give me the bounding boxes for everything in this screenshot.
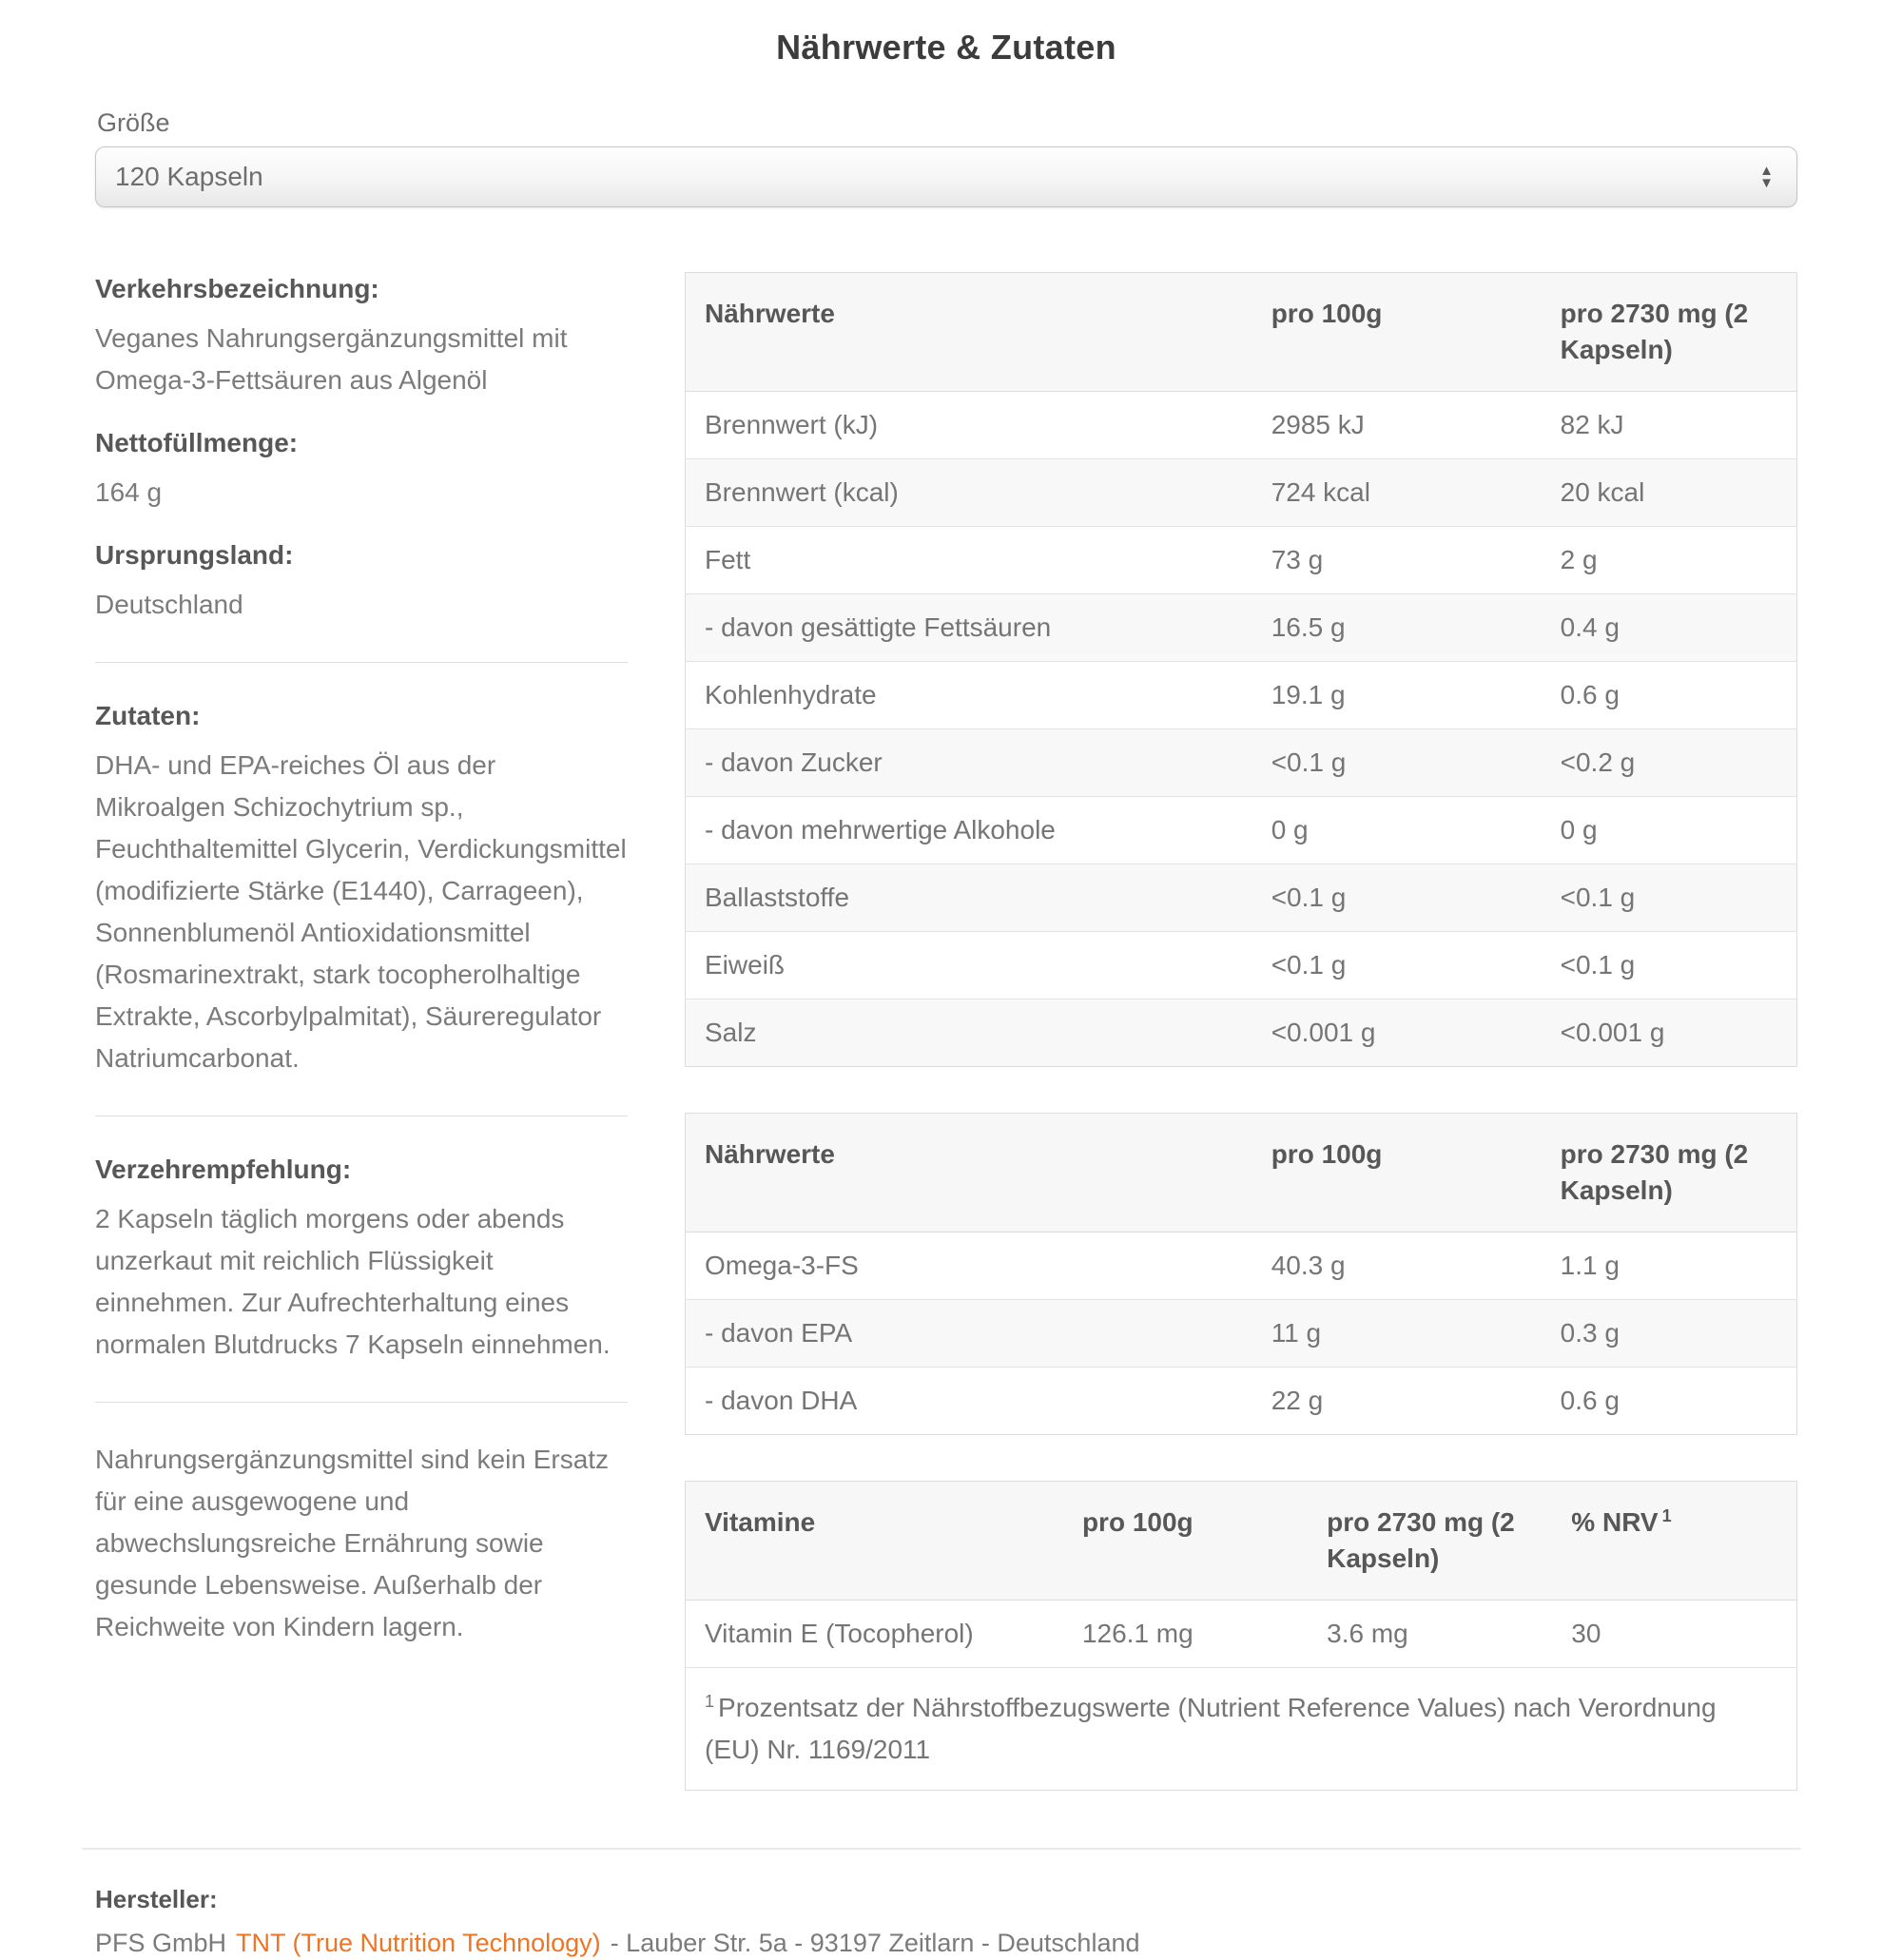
value-cell: 30 [1552,1601,1796,1668]
table-row [686,1601,1797,1668]
column-header: Nährwerte [686,273,1252,392]
row-label-cell: - davon mehrwertige Alkohole [686,797,1252,864]
section-text-nettofuellmenge: 164 g [95,477,163,507]
table-footnote-row [686,1668,1797,1791]
product-info-column [95,272,628,1673]
row-label-cell: Fett [686,527,1252,594]
table-header-row [686,1114,1797,1232]
section-text-verkehrsbezeichnung: Veganes Nahrungsergänzungsmittel mit Omega-3-Fettsäuren aus Algenöl [95,323,568,395]
value-cell: <0.1 g [1542,864,1797,932]
table-row [686,662,1797,729]
row-label-cell: Ballaststoffe [686,864,1252,932]
table-header-row [686,273,1797,392]
manufacturer-link[interactable]: TNT (True Nutrition Technology) [236,1929,601,1957]
row-label-cell: Omega-3-FS [686,1232,1252,1300]
table-row [686,932,1797,999]
value-cell: 0.6 g [1542,662,1797,729]
value-cell: <0.1 g [1252,729,1542,797]
value-cell: 126.1 mg [1063,1601,1308,1668]
section-text-verzehrempfehlung: 2 Kapseln täglich morgens oder abends unzerkaut mit reichlich Flüssigkeit einnehmen. Zur Aufrechterhaltung eines normalen Blutdrucks 7 Kapseln einnehmen. [95,1204,611,1359]
footnote-superscript: 1 [705,1691,715,1711]
value-cell: 11 g [1252,1300,1542,1368]
value-cell: 2985 kJ [1252,392,1542,459]
row-label-cell: Brennwert (kcal) [686,459,1252,527]
size-select-label: Größe [97,108,170,137]
manufacturer-line [95,1926,1797,1960]
table-footnote [686,1668,1797,1791]
section-heading-nettofuellmenge: Nettofüllmenge: [95,428,299,457]
value-cell: <0.001 g [1252,999,1542,1067]
value-cell: 73 g [1252,527,1542,594]
manufacturer-heading: Hersteller: [95,1885,218,1913]
column-header: pro 100g [1252,1114,1542,1232]
footnote-text: Prozentsatz der Nährstoffbezugswerte (Nutrient Reference Values) nach Verordnung (EU) Nr. 1169/2011 [705,1693,1717,1764]
row-label-cell: - davon EPA [686,1300,1252,1368]
divider [95,662,628,663]
value-cell: 3.6 mg [1308,1601,1552,1668]
manufacturer-name: PFS GmbH [95,1929,227,1957]
value-cell: 19.1 g [1252,662,1542,729]
row-label-cell: - davon DHA [686,1368,1252,1435]
column-header: pro 2730 mg (2 Kapseln) [1542,273,1797,392]
value-cell: <0.1 g [1252,864,1542,932]
footer-divider [82,1848,1801,1850]
table-row [686,797,1797,864]
value-cell: 20 kcal [1542,459,1797,527]
value-cell: <0.001 g [1542,999,1797,1067]
table-row [686,392,1797,459]
table-row [686,1232,1797,1300]
value-cell: 16.5 g [1252,594,1542,662]
value-cell: 724 kcal [1252,459,1542,527]
section-text-disclaimer: Nahrungsergänzungsmittel sind kein Ersatz für eine ausgewogene und abwechslungsreiche Ernährung sowie gesunde Lebensweise. Außerhalb der Reichweite von Kindern lagern. [95,1445,610,1641]
row-label-cell: - davon gesättigte Fettsäuren [686,594,1252,662]
table-row [686,729,1797,797]
nutrition-table-1 [685,272,1797,1067]
nutrition-table-2 [685,1113,1797,1435]
value-cell: 0.6 g [1542,1368,1797,1435]
section-heading-zutaten: Zutaten: [95,701,201,730]
value-cell: 82 kJ [1542,392,1797,459]
row-label-cell: - davon Zucker [686,729,1252,797]
table-row [686,999,1797,1067]
table-row [686,1368,1797,1435]
value-cell: 0.4 g [1542,594,1797,662]
page-title: Nährwerte & Zutaten [776,28,1116,67]
row-label-cell: Brennwert (kJ) [686,392,1252,459]
value-cell: 1.1 g [1542,1232,1797,1300]
table-header-row [686,1482,1797,1601]
value-cell: 2 g [1542,527,1797,594]
row-label-cell: Kohlenhydrate [686,662,1252,729]
section-heading-verkehrsbezeichnung: Verkehrsbezeichnung: [95,274,379,303]
size-select[interactable] [95,146,1797,207]
section-text-ursprungsland: Deutschland [95,590,243,619]
column-header: pro 100g [1252,273,1542,392]
column-header: pro 2730 mg (2 Kapseln) [1308,1482,1552,1601]
column-header: Vitamine [686,1482,1063,1601]
nutrition-tables-column [685,272,1797,1836]
value-cell: 22 g [1252,1368,1542,1435]
table-row [686,1300,1797,1368]
section-heading-verzehrempfehlung: Verzehrempfehlung: [95,1155,352,1184]
column-header: pro 100g [1063,1482,1308,1601]
value-cell: <0.1 g [1252,932,1542,999]
vitamins-table [685,1481,1797,1791]
table-row [686,459,1797,527]
table-row [686,594,1797,662]
column-header-nrv-text: % NRV [1571,1507,1659,1537]
row-label-cell: Vitamin E (Tocopherol) [686,1601,1063,1668]
row-label-cell: Eiweiß [686,932,1252,999]
manufacturer-address: - Lauber Str. 5a - 93197 Zeitlarn - Deutschland [610,1929,1140,1957]
column-header: pro 2730 mg (2 Kapseln) [1542,1114,1797,1232]
value-cell: 0 g [1252,797,1542,864]
column-header-nrv [1552,1482,1796,1601]
size-select-value: 120 Kapseln [115,162,263,191]
column-header: Nährwerte [686,1114,1252,1232]
table-row [686,527,1797,594]
content-columns [95,272,1797,1836]
table-row [686,864,1797,932]
value-cell: 0.3 g [1542,1300,1797,1368]
nrv-superscript: 1 [1661,1505,1672,1525]
value-cell: <0.1 g [1542,932,1797,999]
updown-arrows-icon: ▲ ▼ [1759,163,1774,191]
value-cell: <0.2 g [1542,729,1797,797]
value-cell: 0 g [1542,797,1797,864]
section-heading-ursprungsland: Ursprungsland: [95,540,294,570]
section-text-zutaten: DHA- und EPA-reiches Öl aus der Mikroalgen Schizochytrium sp., Feuchthaltemittel Glycerin, Verdickungsmittel (modifizierte Stärke (E1440), Carrageen), Sonnenblumenöl Antioxidationsmittel (Rosmarinextrakt, stark tocopherolhaltige Extrakte, Ascorbylpalmitat), Säureregulator Natriumcarbonat. [95,750,627,1073]
divider [95,1402,628,1403]
row-label-cell: Salz [686,999,1252,1067]
value-cell: 40.3 g [1252,1232,1542,1300]
